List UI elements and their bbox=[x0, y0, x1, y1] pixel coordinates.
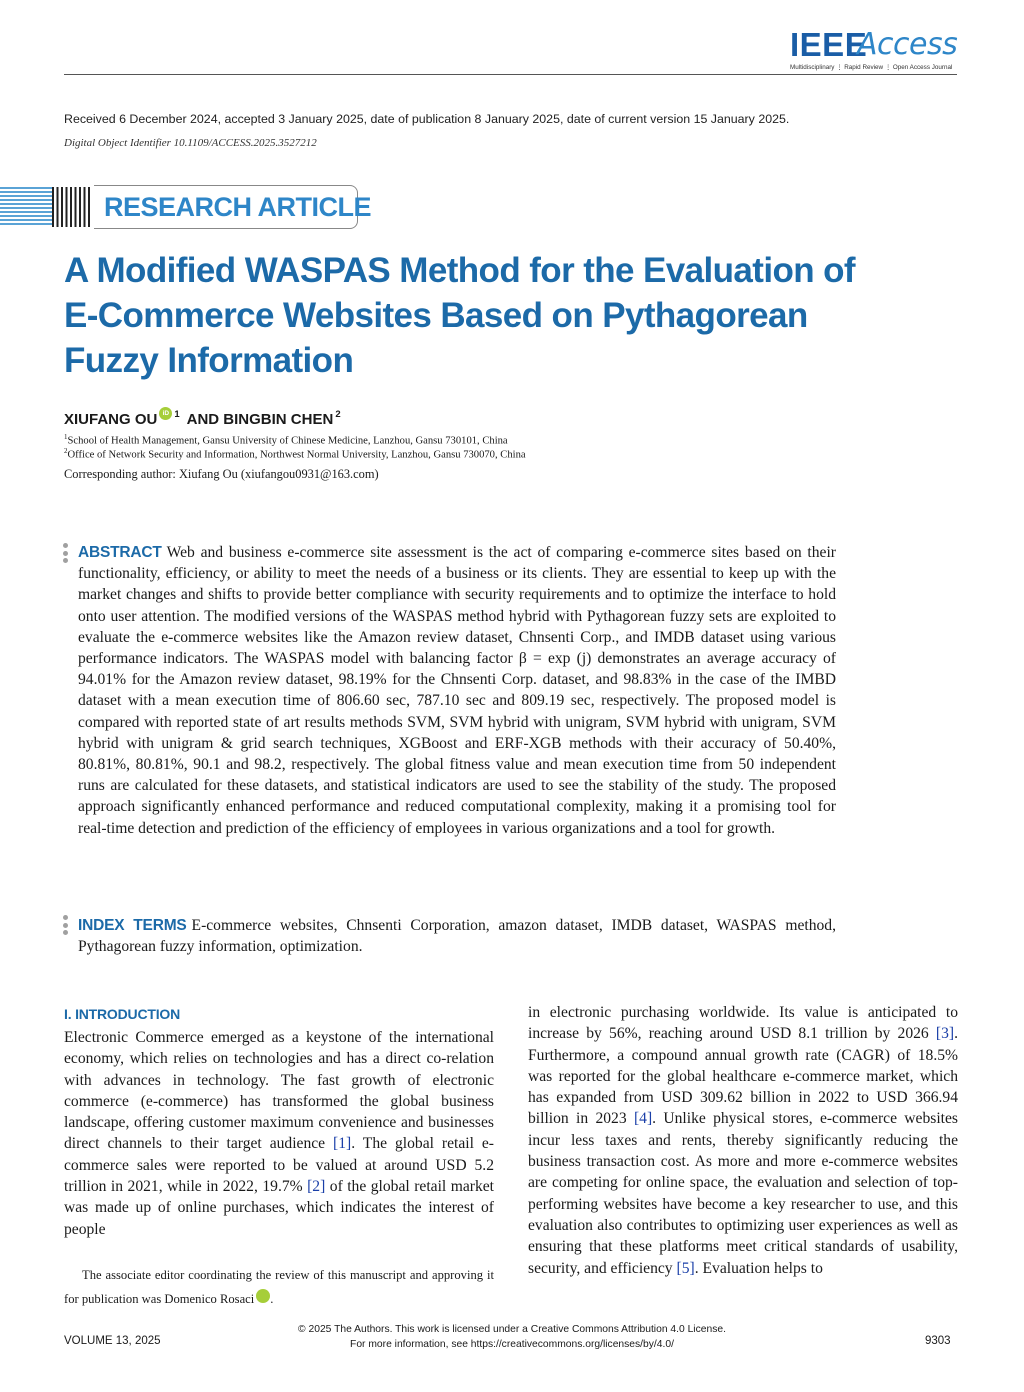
abstract-heading: ABSTRACT bbox=[78, 544, 162, 561]
page-number: 9303 bbox=[925, 1335, 951, 1347]
abstract-text: Web and business e-commerce site assessment is the act of comparing e-commerce sites based on their functionality, efficiency, or ability to meet the needs of a business or its clients. They are essential to keep up with the market changes and shifts to provide better compliance with security requirements and to optimize the interface to hold onto user attention. The modified versions of the WASPAS method hybrid with Pythagorean fuzzy sets are exploited to evaluate the e-commerce websites like the Amazon review dataset, Chnsenti Corp., and IMDB dataset using various performance indicators. The WASPAS model with balancing factor β = exp (j) demonstrates an average accuracy of 94.01% for the Amazon review dataset, 98.19% for the Chnsenti Corp. dataset, and 98.83% in the case of the IMBD dataset with a mean execution time of 806.60 sec, 787.10 sec and 809.19 sec, respectively. The proposed model is compared with reported state of art results methods SVM, SVM hybrid with unigram, SVM hybrid with unigram, SVM hybrid with unigram & grid search techniques, XGBoost and ERF-XGB methods with their accuracy of 50.40%, 80.81%, 80.81%, 90.1 and 98.2, respectively. The global fitness value and mean execution time from 50 independent runs are calculated for these datasets, and statistical indicators are used to see the stability of the study. The proposed approach significantly enhanced performance and reduced computational complexity, making it a promising tool for real-time detection and prediction of the efficiency of employees in various organizations and a tool for growth. bbox=[78, 544, 836, 837]
doi-line: Digital Object Identifier 10.1109/ACCESS.2025.3527212 bbox=[64, 137, 317, 149]
affiliation-2 bbox=[64, 447, 526, 461]
editor-footnote-text: The associate editor coordinating the review of this manuscript and approving it for publication was Domenico Rosaci bbox=[64, 1268, 494, 1306]
intro-right-text-b: . Furthermore, a compound annual growth rate (CAGR) of 18.5% was reported for the global healthcare e-commerce market, which has expanded from USD 309.62 billion in 2022 to USD 366.94 billion in 2023 bbox=[528, 1025, 958, 1128]
index-terms-block bbox=[78, 915, 836, 957]
section-heading-introduction: I. INTRODUCTION bbox=[64, 1006, 180, 1022]
orcid-icon[interactable]: iD bbox=[159, 407, 172, 420]
intro-right-text-c: . Unlike physical stores, e-commerce websites incur less taxes and rents, thereby significantly reducing the business transaction cost. As more and more e-commerce websites are competing for online space, the evaluation and selection of top-performing websites have become a key researcher to use, and this evaluation also contributes to optimizing user experiences as well as ensuring that these platforms meet critical standards of usability, security, and efficiency bbox=[528, 1110, 958, 1277]
intro-right-column bbox=[528, 1002, 958, 1279]
logo-ieee-text: IEEE bbox=[790, 26, 868, 63]
editor-footnote bbox=[64, 1263, 494, 1311]
index-terms-heading: INDEX TERMS bbox=[78, 917, 187, 934]
citation-1-link[interactable]: [1] bbox=[333, 1135, 352, 1153]
intro-left-text-a: Electronic Commerce emerged as a keystone of the international economy, which relies on technologies and has a direct co-relation with advances in technology. The fast growth of electronic commerce (e-commerce) has transformed the global business landscape, offering customer maximum convenience and businesses direct channels to their target audience bbox=[64, 1029, 494, 1153]
abstract-dots-icon bbox=[63, 543, 68, 566]
abstract-block bbox=[78, 542, 836, 839]
logo-tagline: Multidisciplinary ⋮ Rapid Review ⋮ Open Access Journal bbox=[790, 64, 953, 71]
research-article-banner bbox=[0, 185, 372, 231]
citation-2-link[interactable]: [2] bbox=[307, 1178, 326, 1196]
affiliation-1-marker: 1 bbox=[64, 433, 68, 441]
intro-right-text-a: in electronic purchasing worldwide. Its value is anticipated to increase by 56%, reaching around USD 8.1 trillion by 2026 bbox=[528, 1004, 958, 1043]
affiliation-2-marker: 2 bbox=[64, 447, 68, 455]
intro-left-text-c: of the global retail market was made up of online purchases, which indicates the interest of people bbox=[64, 1178, 494, 1238]
index-terms-dots-icon bbox=[63, 915, 68, 938]
editor-orcid-icon[interactable]: iD bbox=[256, 1289, 270, 1303]
corresponding-author: Corresponding author: Xiufang Ou (xiufangou0931@163.com) bbox=[64, 467, 379, 481]
index-terms-text: E-commerce websites, Chnsenti Corporation, amazon dataset, IMDB dataset, WASPAS method, Pythagorean fuzzy information, optimization. bbox=[78, 917, 836, 956]
intro-left-column bbox=[64, 1027, 494, 1240]
affiliation-2-text: Office of Network Security and Information, Northwest Normal University, Lanzhou, Gansu 730070, China bbox=[67, 449, 526, 461]
author-2-name: AND BINGBIN CHEN bbox=[186, 411, 334, 428]
banner-stripes-decoration bbox=[0, 187, 52, 227]
volume-label: VOLUME 13, 2025 bbox=[64, 1335, 161, 1347]
header-divider bbox=[64, 74, 957, 75]
author-1-affiliation-marker: 1 bbox=[174, 409, 180, 420]
logo-access-text: Access bbox=[857, 27, 958, 62]
affiliation-1 bbox=[64, 433, 508, 447]
author-2-affiliation-marker: 2 bbox=[335, 409, 341, 420]
editor-footnote-end: . bbox=[270, 1292, 274, 1306]
banner-label: RESEARCH ARTICLE bbox=[104, 192, 372, 222]
author-line bbox=[64, 411, 341, 428]
author-1-name: XIUFANG OU bbox=[64, 411, 158, 428]
ieee-access-logo bbox=[790, 28, 960, 74]
citation-4-link[interactable]: [4] bbox=[633, 1110, 653, 1128]
article-title: A Modified WASPAS Method for the Evaluation of E-Commerce Websites Based on Pythagorean Fuzzy Information bbox=[64, 251, 855, 380]
banner-bars-decoration bbox=[52, 187, 92, 227]
affiliation-1-text: School of Health Management, Gansu University of Chinese Medicine, Lanzhou, Gansu 730101, China bbox=[67, 435, 508, 447]
citation-5-link[interactable]: [5] bbox=[676, 1259, 695, 1277]
intro-right-text-d: . Evaluation helps to bbox=[694, 1259, 823, 1277]
intro-left-text-b: . The global retail e-commerce sales were reported to be valued at around USD 5.2 trillion in 2021, while in 2022, 19.7% bbox=[64, 1135, 494, 1196]
license-line-1: © 2025 The Authors. This work is licensed under a Creative Commons Attribution 4.0 License. bbox=[298, 1324, 726, 1335]
citation-3-link[interactable]: [3] bbox=[935, 1025, 955, 1043]
received-dates: Received 6 December 2024, accepted 3 January 2025, date of publication 8 January 2025, date of current version 15 January 2025. bbox=[64, 112, 790, 126]
license-line-2[interactable]: For more information, see https://creativecommons.org/licenses/by/4.0/ bbox=[350, 1339, 674, 1350]
